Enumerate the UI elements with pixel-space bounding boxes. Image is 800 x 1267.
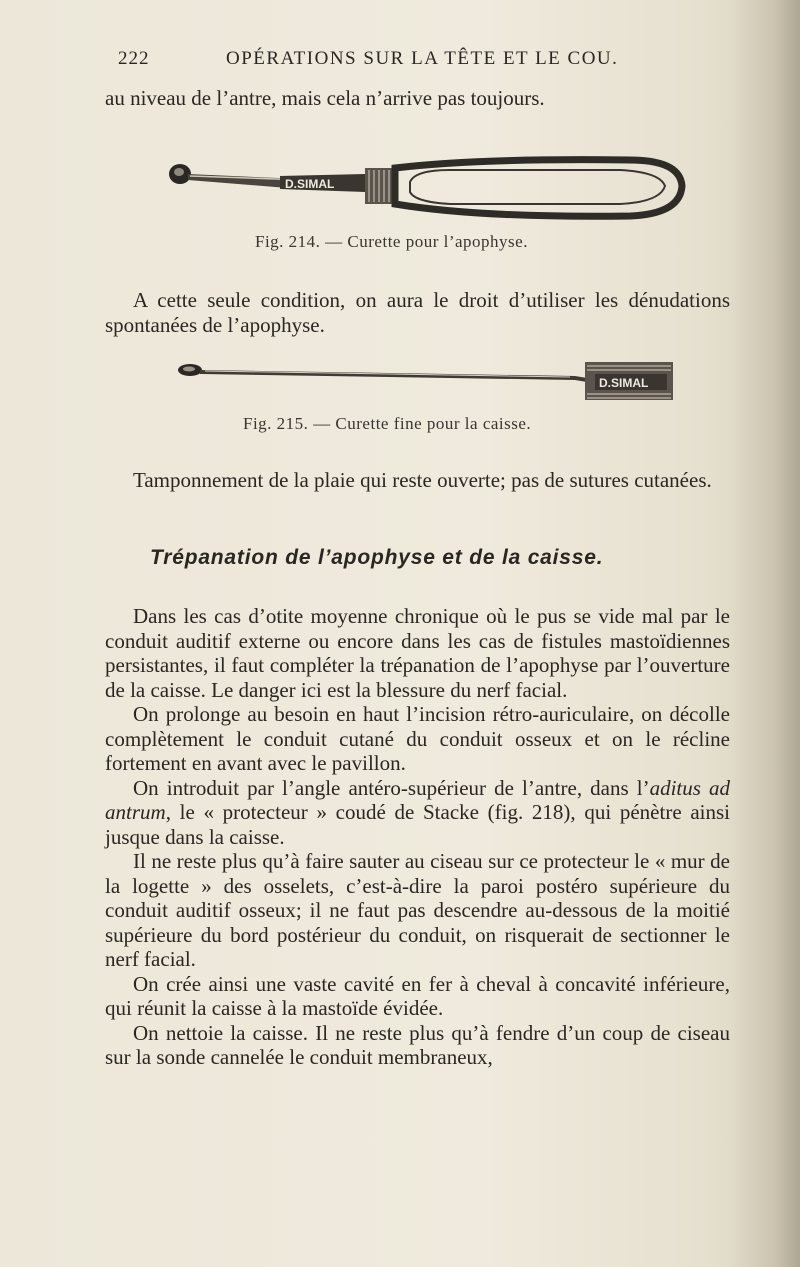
text-block-main: [105, 604, 730, 1070]
paragraph: Il ne reste plus qu’à faire sauter au ciseau sur ce protecteur le « mur de la logette » des osselets, c’est-à-dire la paroi postéro supérieure du conduit auditif osseux; il ne faut pas descendre au-dessous de la moitié supérieure du bord postérieur du conduit, on risquerait de sectionner le nerf facial.: [105, 849, 730, 971]
paragraph: On prolonge au besoin en haut l’incision rétro-auriculaire, on décolle complètement le conduit cutané du conduit osseux et on le récline fortement en avant avec le pavillon.: [105, 702, 730, 775]
paragraph-stacke: [105, 776, 730, 850]
curette-handle: [395, 160, 682, 217]
italic-term: aditus ad antrum: [105, 775, 731, 824]
figure-214-stamp: D.SIMAL: [285, 177, 335, 191]
paragraph: Tamponnement de la plaie qui reste ouverte; pas de sutures cutanées.: [133, 468, 712, 492]
page-edge-shadow: [730, 0, 800, 1267]
paragraph: On crée ainsi une vaste cavité en fer à cheval à concavité inférieure, qui réunit la caisse à la mastoïde évidée.: [105, 971, 730, 1020]
paragraph: On nettoie la caisse. Il ne reste plus qu’à fendre d’un coup de ciseau sur la sonde cannelée le conduit membraneux,: [105, 1020, 730, 1069]
running-title: OPÉRATIONS SUR LA TÊTE ET LE COU.: [226, 48, 619, 69]
figure-215-caption: Fig. 215. — Curette fine pour la caisse.: [243, 414, 532, 433]
figure-214-caption: Fig. 214. — Curette pour l’apophyse.: [255, 232, 528, 251]
paragraph-continuation: au niveau de l’antre, mais cela n’arrive pas toujours.: [105, 86, 545, 110]
text-block-condition: [105, 288, 730, 337]
figure-215-stamp: D.SIMAL: [599, 376, 649, 390]
text-block-tamponnement: [105, 468, 730, 493]
figure-215-curette-fine: [175, 358, 675, 408]
paragraph: A cette seule condition, on aura le droit d’utiliser les dénudations spontanées de l’apophyse.: [105, 288, 730, 337]
paragraph: Dans les cas d’otite moyenne chronique où le pus se vide mal par le conduit auditif externe ou encore dans les cas de fistules mastoïdiennes persistantes, il faut compléter la trépanation de l’apophyse par l’ouverture de la caisse. Le danger ici est la blessure du nerf facial.: [105, 604, 730, 702]
page-number: 222: [118, 48, 150, 69]
text-block-top: [105, 86, 730, 111]
section-heading: Trépanation de l’apophyse et de la caisse.: [150, 546, 604, 569]
figure-214-curette: [160, 152, 690, 227]
paragraph-text: , le « protecteur » coudé de Stacke (fig. 218), qui pénètre ainsi jusque dans la caisse.: [105, 800, 730, 849]
paragraph-text: On introduit par l’angle antéro-supérieur de l’antre, dans l’: [133, 775, 650, 800]
